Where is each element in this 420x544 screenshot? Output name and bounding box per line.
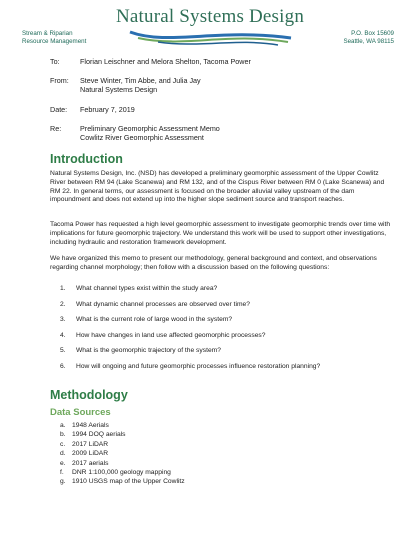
logo-swoosh-icon: [128, 26, 293, 48]
company-logo-text: Natural Systems Design: [115, 6, 305, 27]
memo-date-label: Date:: [50, 104, 68, 114]
address-line-1: P.O. Box 15609: [351, 30, 394, 37]
list-item: 2. What dynamic channel processes are observed over time?: [60, 300, 250, 308]
list-item: 3. What is the current role of large wood in the system?: [60, 316, 233, 323]
intro-paragraph-1: Natural Systems Design, Inc. (NSD) has developed a preliminary geomorphic assessment of the Upper Cowlitz River between RM 94 (Lake Scanewa) and RM 132, and of the Cispus River between RM 0 (Lake Scanewa) and RM 22. In general terms, our assessment is focused on the broader alluvial valley upstream of the dam impoundment and does not extend up into the higher slope sediment source and transport reaches.: [50, 170, 385, 204]
memo-re-value-2: Cowlitz River Geomorphic Assessment: [80, 133, 204, 143]
intro-paragraph-2: Tacoma Power has requested a high level geomorphic assessment to investigate geomorphic trends over time with implications for future geomorphic trajectory. We understand this work will be used to support other investigations, including hydraulic and restoration framework development.: [50, 221, 391, 246]
memo-from-value-2: Natural Systems Design: [80, 85, 158, 95]
data-sources-subheading: Data Sources: [50, 407, 111, 418]
memo-to-row: [50, 57, 251, 66]
list-item: 1. What channel types exist within the study area?: [60, 285, 218, 292]
list-item: 4. How have changes in land use affected geomorphic processes?: [60, 331, 266, 339]
memo-date-row: [50, 105, 251, 114]
memo-to-label: To:: [50, 57, 60, 66]
introduction-heading: Introduction: [50, 152, 123, 166]
memo-re-row: [50, 124, 251, 142]
data-sources-list: [60, 422, 185, 488]
memo-from-label: From:: [50, 76, 69, 86]
list-item: f. DNR 1:100,000 geology mapping: [60, 468, 171, 476]
list-item: e. 2017 aerials: [60, 459, 109, 467]
memo-date-value: February 7, 2019: [80, 104, 135, 114]
memo-from-row: [50, 76, 251, 94]
tagline-line-2: Resource Management: [22, 38, 87, 45]
list-item: d. 2009 LiDAR: [60, 450, 109, 458]
list-item: 6. How will ongoing and future geomorphic processes influence restoration planning?: [60, 362, 321, 370]
methodology-heading: Methodology: [50, 388, 128, 402]
list-item: c. 2017 LiDAR: [60, 440, 109, 448]
list-item: a. 1948 Aerials: [60, 422, 109, 429]
memo-to-value: Florian Leischner and Melora Shelton, Tacoma Power: [80, 57, 251, 66]
address-line-2: Seattle, WA 98115: [343, 38, 394, 45]
letterhead-tagline: [22, 30, 86, 46]
intro-paragraph-3: We have organized this memo to present our methodology, general background and context, and observations regarding channel morphology; then follow with a discussion based on the following questions:: [50, 255, 377, 271]
list-item: 5. What is the geomorphic trajectory of the system?: [60, 347, 221, 354]
letterhead-address: [343, 30, 394, 46]
memo-re-label: Re:: [50, 123, 62, 133]
memo-re-value-1: Preliminary Geomorphic Assessment Memo: [80, 123, 220, 133]
list-item: g. 1910 USGS map of the Upper Cowlitz: [60, 478, 185, 486]
memo-header: [50, 57, 251, 142]
tagline-line-1: Stream & Riparian: [22, 30, 73, 37]
list-item: b. 1994 DOQ aerials: [60, 431, 126, 439]
memo-from-value-1: Steve Winter, Tim Abbe, and Julia Jay: [80, 76, 201, 86]
questions-list: [60, 285, 390, 378]
